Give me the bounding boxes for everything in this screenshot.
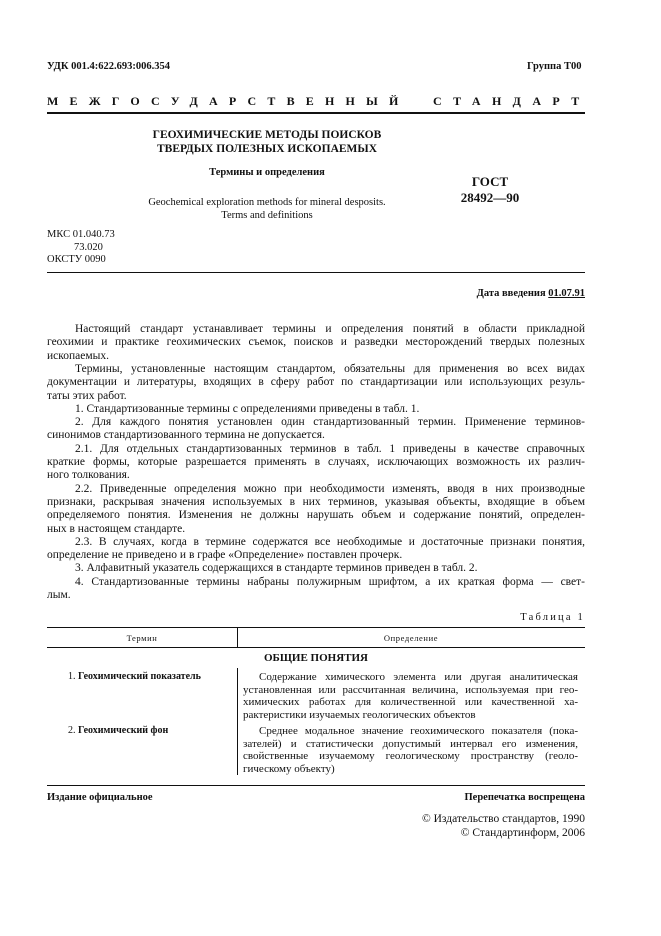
column-header-term: Термин: [126, 633, 158, 643]
paragraph-line: 2.2. Приведенные определения можно при необходимости изменять, вводя в них производные: [75, 482, 585, 495]
paragraph-line: 2. Для каждого понятия установлен один стандартизованный термин. Применение терминов-: [75, 416, 585, 429]
document-subtitle: Термины и определения: [209, 167, 325, 178]
body-column-divider: [237, 668, 238, 775]
paragraph-line: ных в настоящем стандарте.: [47, 522, 186, 535]
table-row-term: [68, 671, 201, 684]
definition-line: свойственные изучаемому геологическому пространству (геоло-: [243, 750, 578, 763]
paragraph-line: 4. Стандартизованные термины набраны полужирным шрифтом, а их краткая форма — свет-: [75, 575, 585, 588]
definition-line: рактеристики изучаемых геологических объектов: [243, 708, 476, 721]
paragraph-line: Настоящий стандарт устанавливает термины и определения понятий в области прикладной: [75, 323, 585, 335]
table-row-term: [68, 725, 168, 738]
column-header-definition: Определение: [383, 633, 439, 643]
table-header-rule: [47, 647, 585, 648]
footer-rule: [47, 785, 585, 786]
definition-line: зателей) и статистически допустимый интервал его изменения,: [243, 737, 578, 750]
table-section-heading: ОБЩИЕ ПОНЯТИЯ: [263, 652, 368, 664]
paragraph-line: 2.3. В случаях, когда в термине содержатся все необходимые и достаточные признаки понятия,: [75, 535, 585, 548]
paragraph-line: 2.1. Для отдельных стандартизованных терминов в табл. 1 приведены в качестве справочных: [75, 442, 585, 455]
classification-codes: [47, 229, 115, 267]
reprint-notice: Перепечатка воспрещена: [464, 792, 585, 803]
english-title-line-1: Geochemical exploration methods for mineral desposits.: [148, 197, 386, 208]
gost-designation: [440, 174, 540, 206]
paragraph-line: синонимов стандартизованного термина не допускается.: [47, 429, 325, 442]
paragraph-line: геохимии и практике геохимических съемок, поисков и разведки месторождений твердых полезных: [47, 336, 585, 349]
term-number: 2.: [68, 725, 76, 736]
paragraph-line: определение не приведено и в графе «Определение» поставлен прочерк.: [47, 549, 403, 562]
term-number: 1.: [68, 671, 76, 682]
table-row-definition: [243, 725, 578, 775]
header-column-divider: [237, 627, 238, 647]
copyright-block: [422, 812, 585, 840]
paragraph-line: Термины, установленные настоящим стандартом, обязательны для применения во всех видах: [75, 362, 585, 375]
header-rule: [47, 112, 585, 114]
official-edition: Издание официальное: [47, 792, 153, 803]
english-title-line-2: Terms and definitions: [221, 210, 313, 221]
document-title: [47, 128, 487, 156]
title-line-1: ГЕОХИМИЧЕСКИЕ МЕТОДЫ ПОИСКОВ: [152, 129, 382, 141]
term-name: Геохимический фон: [78, 725, 169, 736]
paragraph-line: ископаемых.: [47, 349, 110, 362]
paragraph-line: ного толкования.: [47, 469, 130, 482]
paragraph-line: краткие формы, которые разрешается применять в случаях, исключающих возможность их различ-: [47, 456, 585, 468]
codes-rule: [47, 272, 585, 273]
table-row-definition: [243, 671, 578, 721]
definition-line: гическому объекту): [243, 762, 335, 775]
definition-line: химических работах для количественной или качественной ха-: [243, 696, 578, 709]
introduction-date: [477, 288, 585, 299]
english-title: [47, 196, 487, 222]
intro-date-value: 01.07.91: [548, 288, 585, 299]
standard-type-word2: СТАНДАРТ: [433, 94, 591, 108]
definition-line: установленная или рассчитанная величина, используемая при гео-: [243, 683, 578, 696]
gost-label: ГОСТ: [471, 174, 509, 189]
okstu-code: ОКСТУ 0090: [47, 254, 106, 265]
title-line-2: ТВЕРДЫХ ПОЛЕЗНЫХ ИСКОПАЕМЫХ: [157, 143, 377, 155]
paragraph-line: определяемого понятия. Изменения не должны нарушать объем и содержание понятий, определен-: [47, 509, 585, 522]
paragraph-line: таты этих работ.: [47, 389, 127, 402]
table-caption: Таблица 1: [520, 612, 585, 623]
paragraph-line: 3. Алфавитный указатель содержащихся в стандарте терминов приведен в табл. 2.: [75, 562, 478, 575]
standard-type-word1: МЕЖГОСУДАРСТВЕННЫЙ: [47, 94, 410, 108]
gost-number: 28492—90: [460, 190, 520, 205]
table-top-rule: [47, 627, 585, 628]
definition-line: Содержание химического элемента или другая аналитическая: [259, 671, 578, 683]
paragraph-line: лым.: [47, 589, 71, 601]
copyright-2: © Стандартинформ, 2006: [460, 827, 585, 839]
udk-code: УДК 001.4:622.693:006.354: [47, 61, 170, 72]
copyright-1: © Издательство стандартов, 1990: [421, 813, 585, 825]
definition-line: Среднее модальное значение геохимического показателя (пока-: [259, 725, 578, 737]
paragraph-line: 1. Стандартизованные термины с определениями приведены в табл. 1.: [75, 402, 420, 415]
group-code: Группа Т00: [527, 61, 582, 72]
intro-date-label: Дата введения: [476, 288, 546, 299]
mks-code: МКС 01.040.73: [47, 229, 115, 240]
paragraph-line: признаки, раскрывая значения используемых в них терминов, указывая объекты, входящие в объем: [47, 495, 585, 508]
term-name: Геохимический показатель: [78, 671, 201, 682]
paragraph-line: документации и литературы, входящих в сферу работ по стандартизации или использующих резуль-: [47, 376, 585, 389]
mks-code-2: 73.020: [74, 241, 103, 253]
